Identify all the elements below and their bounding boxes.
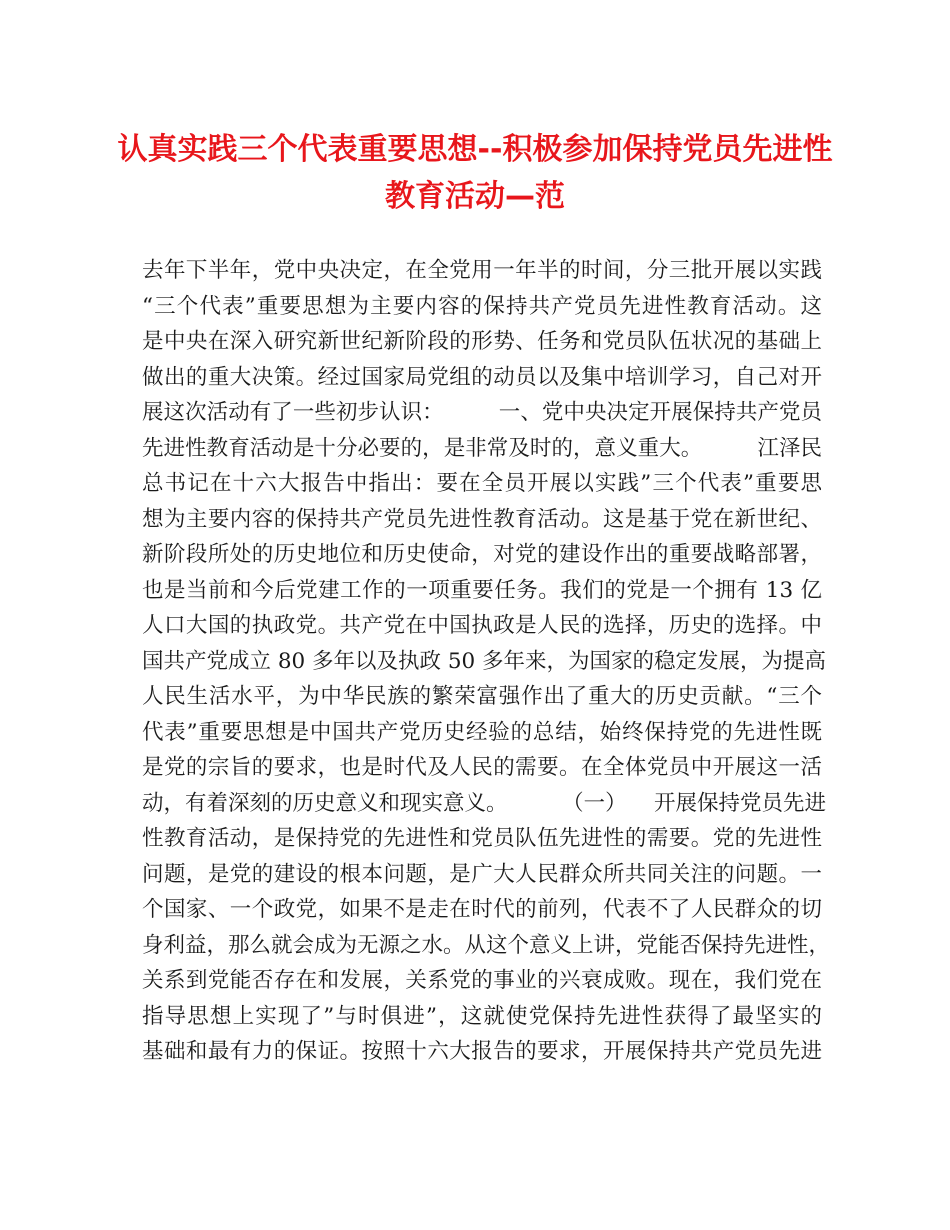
body-line: 动，有着深刻的历史意义和现实意义。 （一） 开展保持党员先进 (142, 791, 827, 816)
body-line: 想为主要内容的保持共产党员先进性教育活动。这是基于党在新世纪、 (142, 507, 822, 532)
body-line: 新阶段所处的历史地位和历史使命，对党的建设作出的重要战略部署， (142, 542, 822, 567)
body-line: 指导思想上实现了”与时俱进”，这就使党保持先进性获得了最坚实的 (142, 1004, 822, 1029)
body-line: 代表”重要思想是中国共产党历史经验的总结，始终保持党的先进性既 (142, 720, 822, 745)
body-line: 展这次活动有了一些初步认识： 一、党中央决定开展保持共产党员 (142, 400, 822, 425)
body-line: 去年下半年，党中央决定，在全党用一年半的时间，分三批开展以实践 (142, 258, 822, 283)
body-line: 人民生活水平，为中华民族的繁荣富强作出了重大的历史贡献。“三个 (142, 684, 822, 709)
body-line: 个国家、一个政党，如果不是走在时代的前列，代表不了人民群众的切 (142, 897, 822, 922)
body-line: 做出的重大决策。经过国家局党组的动员以及集中培训学习，自己对开 (142, 365, 822, 390)
body-line: 是中央在深入研究新世纪新阶段的形势、任务和党员队伍状况的基础上 (142, 329, 822, 354)
body-line: “三个代表”重要思想为主要内容的保持共产党员先进性教育活动。这 (142, 294, 822, 319)
document-title-line-1: 认真实践三个代表重要思想--积极参加保持党员先进性 (117, 132, 833, 167)
body-line: 性教育活动，是保持党的先进性和党员队伍先进性的需要。党的先进性 (142, 826, 822, 851)
body-line: 身利益，那么就会成为无源之水。从这个意义上讲，党能否保持先进性， (142, 933, 831, 958)
body-line: 也是当前和今后党建工作的一项重要任务。我们的党是一个拥有 13 亿 (142, 578, 822, 603)
body-line: 关系到党能否存在和发展，关系党的事业的兴衰成败。现在，我们党在 (142, 968, 822, 993)
document-title-line-2: 教育活动—范 (385, 179, 565, 214)
body-line: 人口大国的执政党。共产党在中国执政是人民的选择，历史的选择。中 (142, 613, 822, 638)
body-line: 先进性教育活动是十分必要的，是非常及时的，意义重大。 江泽民 (142, 436, 822, 461)
body-line: 是党的宗旨的要求，也是时代及人民的需要。在全体党员中开展这一活 (142, 755, 822, 780)
body-line: 问题，是党的建设的根本问题，是广大人民群众所共同关注的问题。一 (142, 862, 822, 887)
body-line: 基础和最有力的保证。按照十六大报告的要求，开展保持共产党员先进 (142, 1039, 822, 1064)
body-line: 国共产党成立 80 多年以及执政 50 多年来，为国家的稳定发展，为提高 (142, 649, 827, 674)
body-line: 总书记在十六大报告中指出：要在全员开展以实践”三个代表”重要思 (142, 471, 822, 496)
